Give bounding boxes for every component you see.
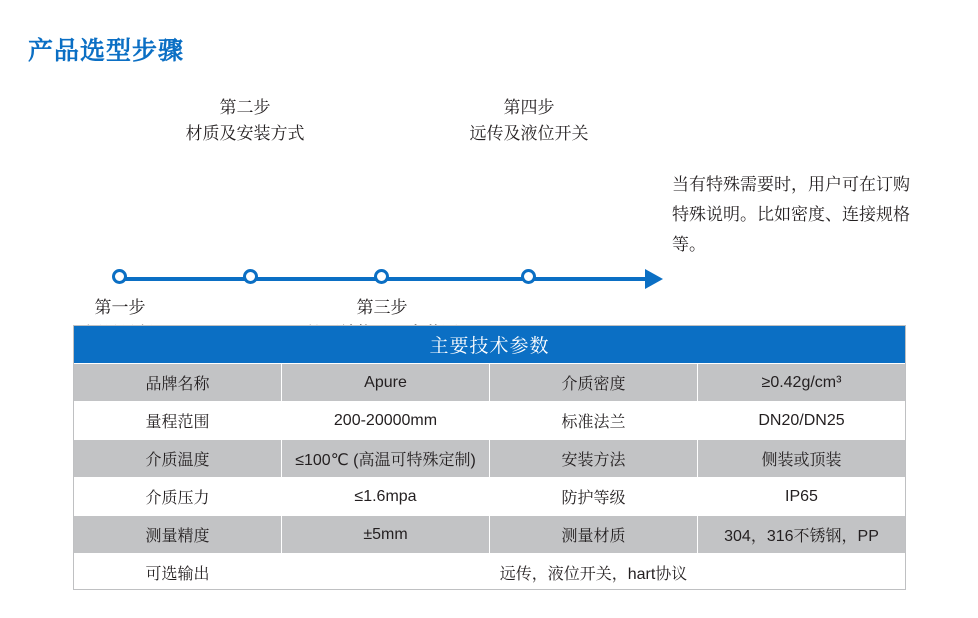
cell-key: 安装方法 (490, 440, 698, 478)
table-row (74, 440, 906, 478)
step-node-3 (374, 269, 389, 284)
table-title: 主要技术参数 (74, 326, 906, 364)
cell-key: 标准法兰 (490, 402, 698, 440)
table-row (74, 402, 906, 440)
step-label-2: 第二步 材质及安装方式 (185, 98, 305, 143)
step-label-1: 第一步 (94, 298, 146, 317)
cell-value: 200-20000mm (282, 402, 490, 440)
cell-key: 可选输出 (74, 554, 282, 592)
table-header-row (74, 326, 906, 364)
table-row (74, 364, 906, 402)
cell-key: 量程范围 (74, 402, 282, 440)
step-node-1 (112, 269, 127, 284)
cell-value: IP65 (698, 478, 906, 516)
step-label-3: 第三步 (356, 298, 408, 317)
table-row-last (74, 554, 906, 592)
cell-value: ±5mm (282, 516, 490, 554)
cell-value: ≥0.42g/cm³ (698, 364, 906, 402)
cell-value: 304，316不锈钢，PP (698, 516, 906, 554)
step-label-4: 第四步 远传及液位开关 (469, 98, 589, 143)
special-requirement-note: 当有特殊需要时，用户可在订购特殊说明。比如密度、连接规格等。 (672, 175, 910, 254)
cell-value: 侧装或顶装 (698, 440, 906, 478)
cell-key: 测量精度 (74, 516, 282, 554)
cell-key: 测量材质 (490, 516, 698, 554)
table-row (74, 516, 906, 554)
cell-value: ≤1.6mpa (282, 478, 490, 516)
step-node-4 (521, 269, 536, 284)
cell-key: 介质温度 (74, 440, 282, 478)
table-row (74, 478, 906, 516)
cell-value: Apure (282, 364, 490, 402)
step-node-2 (243, 269, 258, 284)
cell-key: 防护等级 (490, 478, 698, 516)
steps-diagram (0, 95, 978, 317)
cell-value: DN20/DN25 (698, 402, 906, 440)
cell-value: 远传，液位开关，hart协议 (282, 554, 906, 592)
page-title: 产品选型步骤 (28, 37, 185, 65)
cell-value: ≤100℃ (高温可特殊定制) (282, 440, 490, 478)
cell-key: 品牌名称 (74, 364, 282, 402)
timeline-arrow-icon (645, 269, 663, 289)
spec-table-container (73, 325, 906, 592)
cell-key: 介质压力 (74, 478, 282, 516)
cell-key: 介质密度 (490, 364, 698, 402)
spec-table (73, 325, 906, 592)
